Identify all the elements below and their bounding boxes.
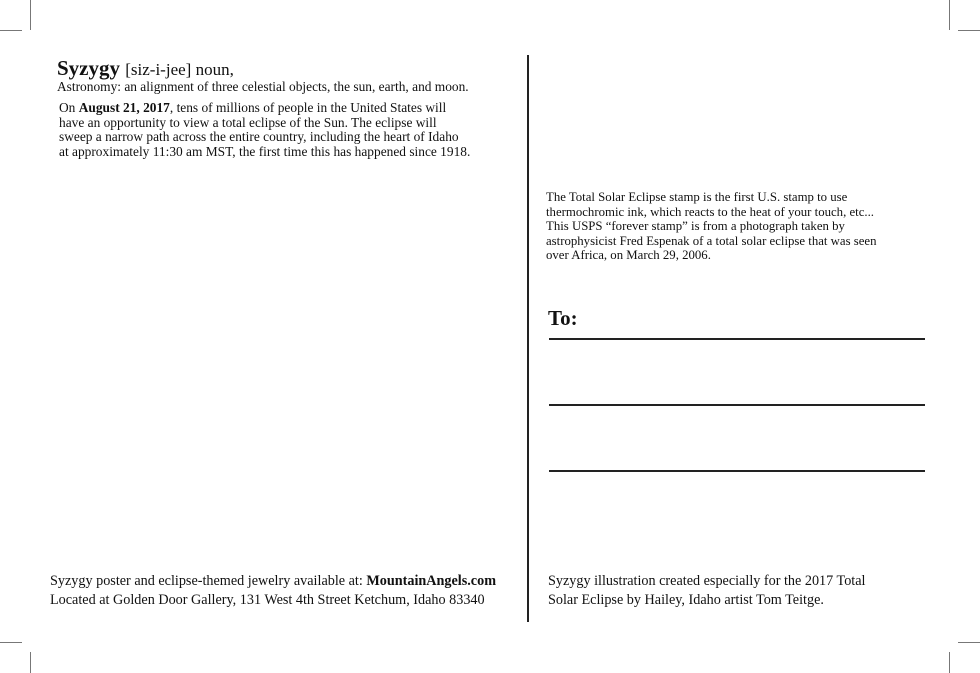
- intro-paragraph: [59, 101, 529, 160]
- intro-line-4: at approximately 11:30 am MST, the first time this has happened since 1918.: [59, 144, 471, 160]
- availability-line-1: [50, 572, 496, 591]
- intro-line-1-rest: , tens of millions of people in the United States will: [169, 100, 447, 115]
- intro-line-2: have an opportunity to view a total eclipse of the Sun. The eclipse will: [59, 114, 437, 130]
- to-label: To:: [548, 306, 578, 330]
- credit-line-1: Syzygy illustration created especially for the 2017 Total: [548, 573, 866, 589]
- availability-note: [50, 572, 496, 610]
- gallery-address: Located at Golden Door Gallery, 131 West 4th Street Ketchum, Idaho 83340: [50, 592, 485, 608]
- address-line-1: [549, 338, 925, 340]
- crop-mark-top-left-horizontal: [0, 30, 22, 31]
- definition-meaning: Astronomy: an alignment of three celestial objects, the sun, earth, and moon.: [57, 79, 469, 94]
- website-link: MountainAngels.com: [366, 573, 497, 589]
- intro-lead: On: [59, 100, 79, 115]
- stamp-note-line-1: The Total Solar Eclipse stamp is the first U.S. stamp to use: [546, 190, 848, 204]
- definition-pronunciation: [siz-i-jee] noun,: [125, 60, 234, 79]
- address-line-2: [549, 404, 925, 406]
- crop-mark-bottom-left-vertical: [30, 652, 31, 673]
- eclipse-date: August 21, 2017: [78, 100, 170, 115]
- crop-mark-bottom-left-horizontal: [0, 642, 22, 643]
- stamp-note-line-4: astrophysicist Fred Espenak of a total solar eclipse that was seen: [546, 233, 877, 248]
- crop-mark-top-right-horizontal: [958, 30, 980, 31]
- availability-lead: Syzygy poster and eclipse-themed jewelry available at:: [50, 573, 367, 589]
- address-line-3: [549, 470, 925, 472]
- stamp-note-line-5: over Africa, on March 29, 2006.: [546, 248, 711, 262]
- artist-credit: [548, 572, 865, 610]
- crop-mark-bottom-right-vertical: [949, 652, 950, 673]
- intro-line-1: [59, 101, 529, 116]
- intro-line-3: sweep a narrow path across the entire country, including the heart of Idaho: [59, 129, 459, 145]
- definition-heading: [57, 56, 234, 81]
- definition-word: Syzygy: [57, 56, 120, 80]
- crop-mark-top-left-vertical: [30, 0, 31, 30]
- crop-mark-top-right-vertical: [949, 0, 950, 30]
- stamp-note-line-2: thermochromic ink, which reacts to the heat of your touch, etc...: [546, 204, 874, 219]
- stamp-note-line-3: This USPS “forever stamp” is from a photograph taken by: [546, 219, 845, 233]
- stamp-note: [546, 190, 936, 263]
- crop-mark-bottom-right-horizontal: [958, 642, 980, 643]
- credit-line-2: Solar Eclipse by Hailey, Idaho artist Tom Teitge.: [548, 592, 824, 608]
